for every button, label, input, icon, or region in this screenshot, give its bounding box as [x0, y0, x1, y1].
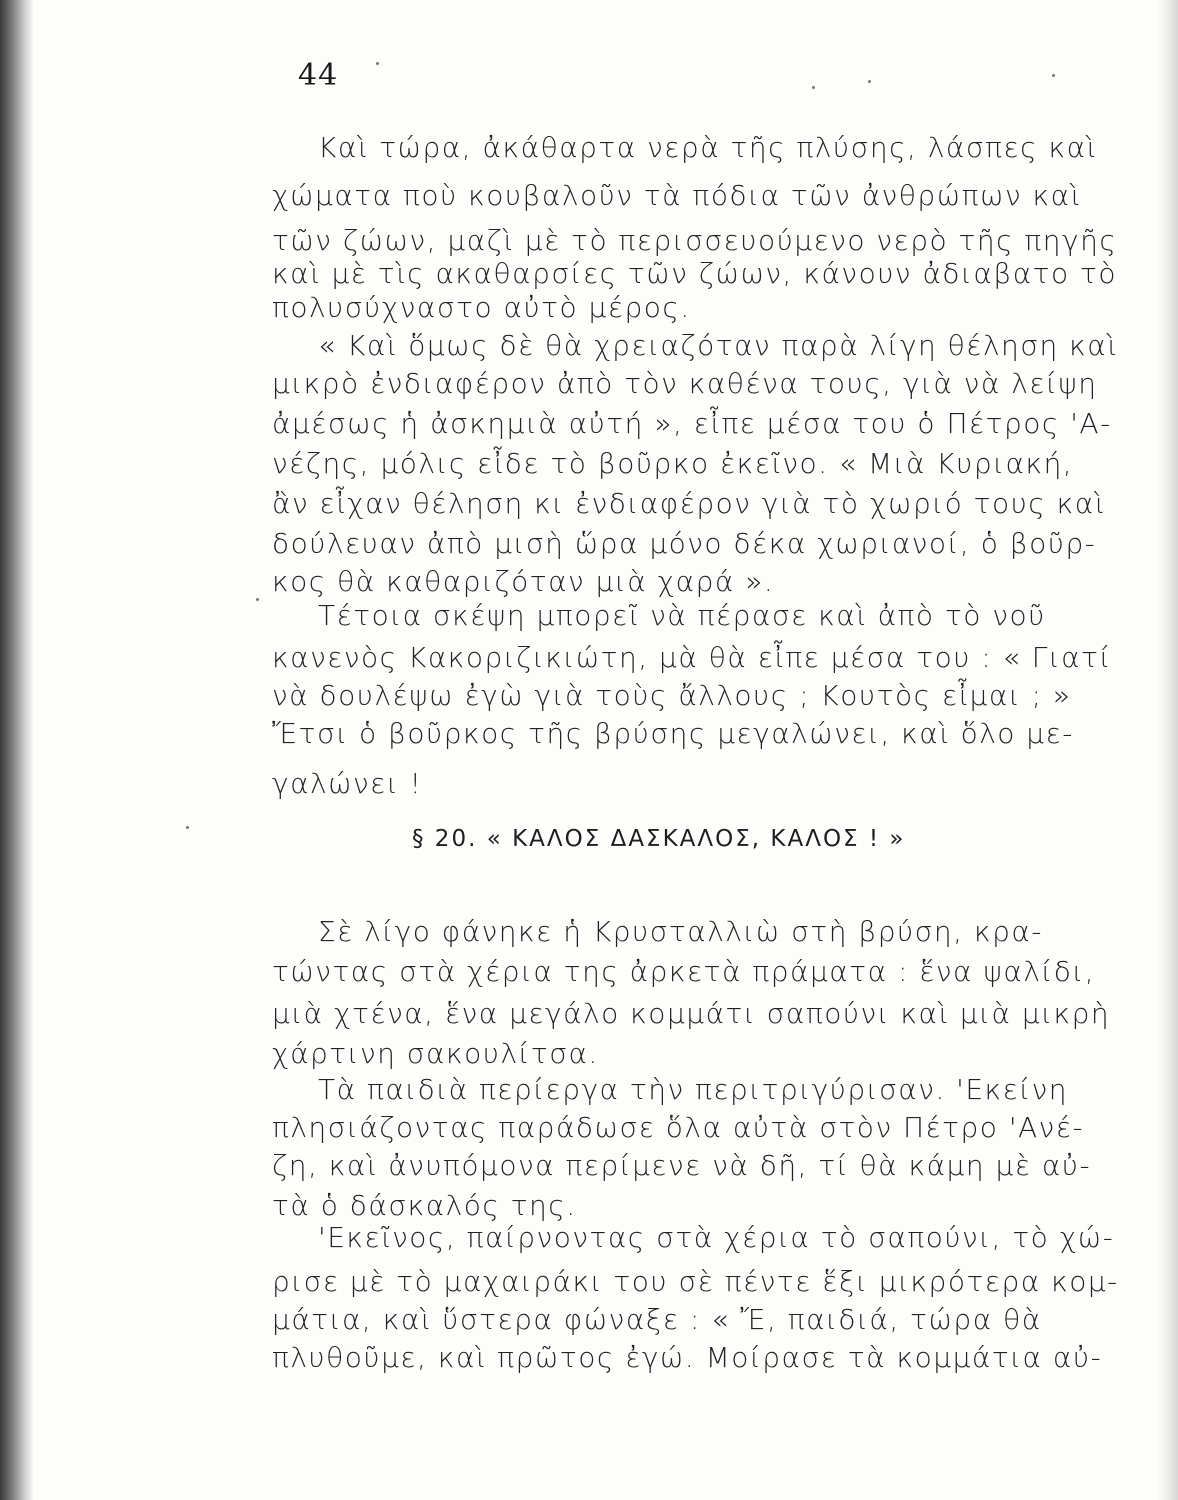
text-line: τὰ ὁ δάσκαλός της. — [272, 1189, 577, 1222]
text-line: καὶ μὲ τὶς ακαθαρσίες τῶν ζώων, κάνουν ἀδιαβατο τὸ — [272, 257, 1118, 290]
text-line: ρισε μὲ τὸ μαχαιράκι του σὲ πέντε ἕξι μικρότερα κομ- — [272, 1265, 1119, 1298]
scan-speck — [1052, 74, 1055, 77]
text-line: Τὰ παιδιὰ περίεργα τὴν περιτριγύρισαν. 'Εκείνη — [318, 1073, 1069, 1106]
text-line: 'Εκεῖνος, παίρνοντας στὰ χέρια τὸ σαπούνι, τὸ χώ- — [318, 1221, 1115, 1254]
text-line: Τέτοια σκέψη μπορεῖ νὰ πέρασε καὶ ἀπὸ τὸ νοῦ — [318, 599, 1046, 632]
scan-speck — [186, 826, 189, 829]
text-line: κος θὰ καθαριζόταν μιὰ χαρά ». — [272, 565, 775, 598]
text-line: γαλώνει ! — [272, 767, 423, 800]
section-heading: § 20. « ΚΑΛΟΣ ΔΑΣΚΑΛΟΣ, ΚΑΛΟΣ ! » — [412, 826, 906, 852]
scan-speck — [868, 80, 871, 83]
text-line: μάτια, καὶ ὕστερα φώναξε : « Ἔ, παιδιά, τώρα θὰ — [272, 1303, 1042, 1336]
text-line: δούλευαν ἀπὸ μισὴ ὥρα μόνο δέκα χωριανοί, ὁ βοῦρ- — [272, 527, 1097, 560]
text-line: Σὲ λίγο φάνηκε ἡ Κρυσταλλιὼ στὴ βρύση, κρα- — [318, 915, 1043, 948]
page-number: 44 — [298, 58, 339, 93]
text-line: ἀμέσως ἡ ἀσκημιὰ αὐτή », εἶπε μέσα του ὁ Πέτρος 'Α- — [272, 407, 1112, 440]
text-line: χώματα ποὺ κουβαλοῦν τὰ πόδια τῶν ἀνθρώπων καὶ — [272, 179, 1082, 212]
text-line: Ἔτσι ὁ βοῦρκος τῆς βρύσης μεγαλώνει, καὶ ὅλο με- — [272, 717, 1074, 750]
text-line: Καὶ τώρα, ἀκάθαρτα νερὰ τῆς πλύσης, λάσπες καὶ — [318, 131, 1098, 164]
text-line: μικρὸ ἐνδιαφέρον ἀπὸ τὸν καθένα τους, γιὰ νὰ λείψη — [272, 367, 1098, 400]
text-line: πολυσύχναστο αὐτὸ μέρος. — [272, 291, 691, 324]
scan-speck — [256, 598, 259, 601]
scan-speck — [376, 62, 379, 65]
text-line: μιὰ χτένα, ἕνα μεγάλο κομμάτι σαπούνι καὶ μιὰ μικρὴ — [272, 997, 1111, 1030]
text-line: νέζης, μόλις εἶδε τὸ βοῦρκο ἐκεῖνο. « Μιὰ Κυριακή, — [272, 447, 1074, 480]
page-edge — [1156, 0, 1178, 1500]
text-line: τῶν ζώων, μαζὶ μὲ τὸ περισσευούμενο νερὸ τῆς πηγῆς — [272, 224, 1118, 257]
text-line: « Καὶ ὅμως δὲ θὰ χρειαζόταν παρὰ λίγη θέληση καὶ — [318, 329, 1119, 362]
text-line: ζη, καὶ ἀνυπόμονα περίμενε νὰ δῆ, τί θὰ κάμη μὲ αὐ- — [272, 1149, 1092, 1182]
page-binding-shadow — [0, 0, 34, 1500]
text-line: πλησιάζοντας παράδωσε ὅλα αὐτὰ στὸν Πέτρο 'Ανέ- — [272, 1111, 1085, 1144]
text-line: ἂν εἶχαν θέληση κι ἐνδιαφέρον γιὰ τὸ χωριό τους καὶ — [272, 487, 1106, 520]
scan-speck — [812, 86, 815, 89]
text-line: κανενὸς Κακοριζικιώτη, μὰ θὰ εἶπε μέσα του : « Γιατί — [272, 641, 1112, 674]
text-line: νὰ δουλέψω ἐγὼ γιὰ τοὺς ἄλλους ; Κουτὸς εἶμαι ; » — [272, 679, 1072, 712]
text-line: πλυθοῦμε, καὶ πρῶτος ἐγώ. Μοίρασε τὰ κομμάτια αὐ- — [272, 1341, 1103, 1374]
text-line: τώντας στὰ χέρια της ἀρκετὰ πράματα : ἕνα ψαλίδι, — [272, 955, 1096, 988]
text-line: χάρτινη σακουλίτσα. — [272, 1037, 599, 1070]
